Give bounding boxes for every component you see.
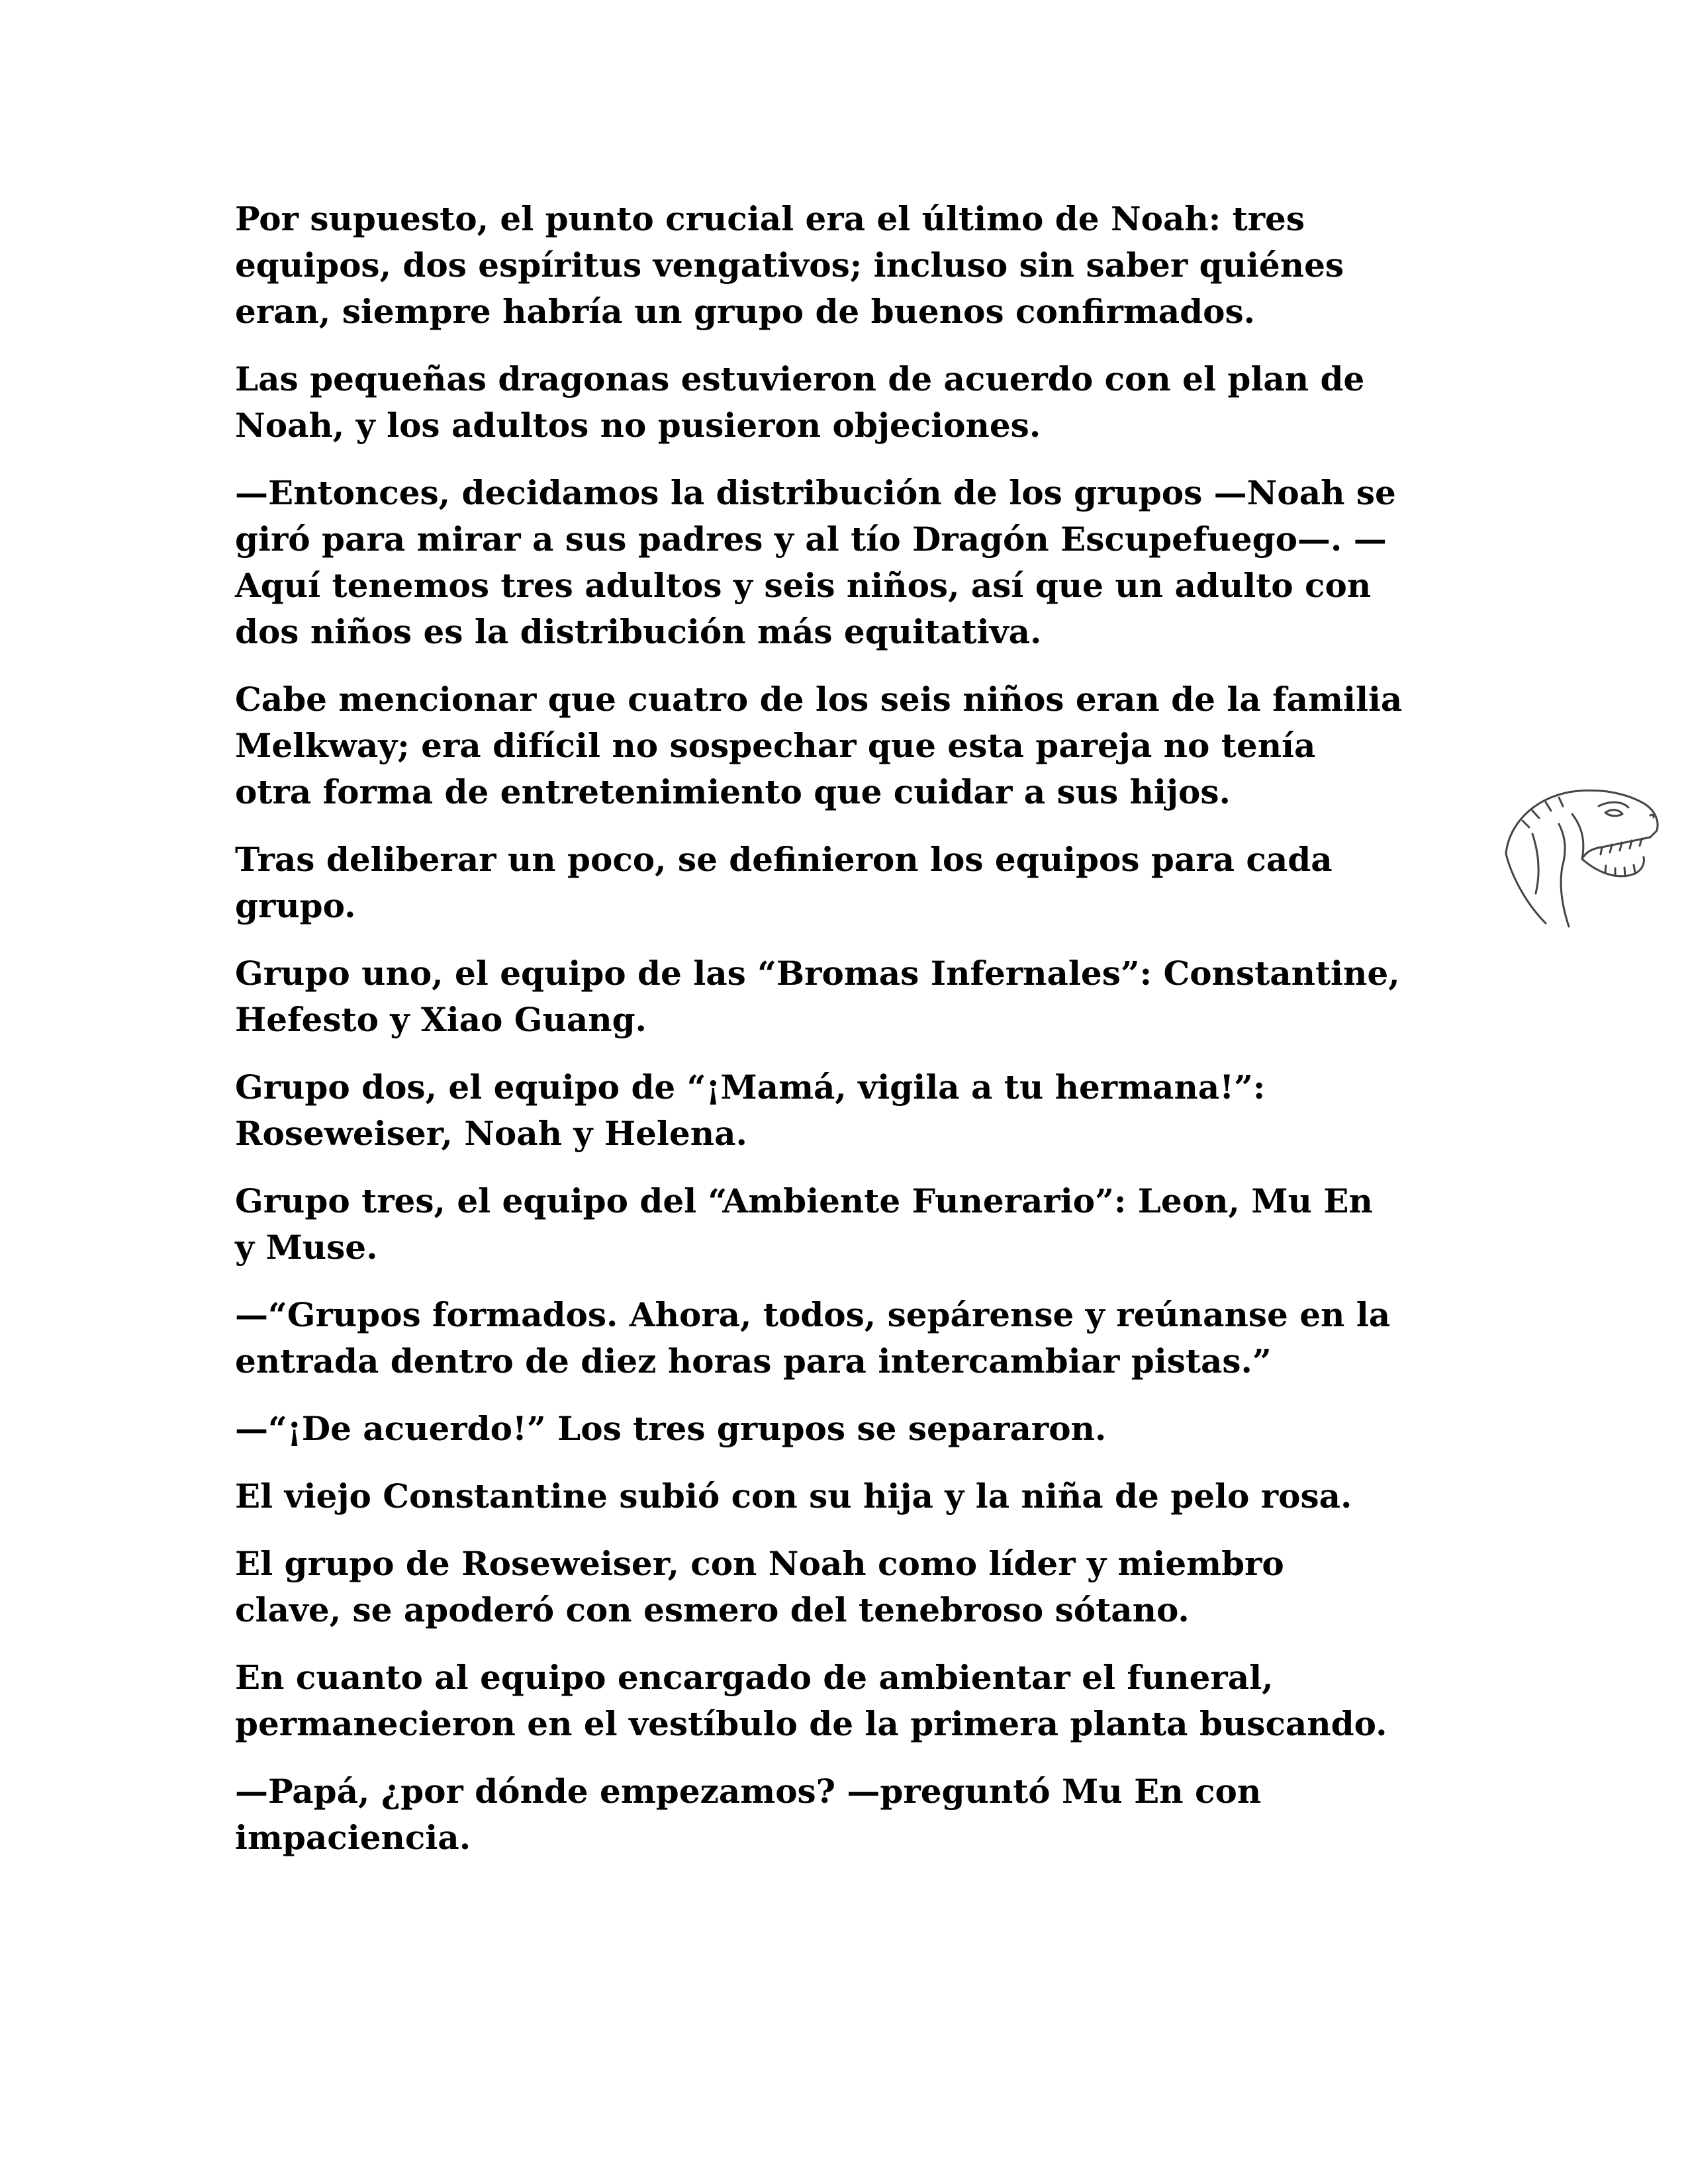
paragraph-7: Grupo dos, el equipo de “¡Mamá, vigila a tu hermana!”: Roseweiser, Noah y Helena. (235, 1068, 1266, 1153)
paragraph-11: El viejo Constantine subió con su hija y la niña de pelo rosa. (235, 1477, 1352, 1516)
paragraph-8: Grupo tres, el equipo del “Ambiente Funerario”: Leon, Mu En y Muse. (235, 1181, 1373, 1267)
body-text (235, 196, 1479, 1882)
paragraph-10: —“¡De acuerdo!” Los tres grupos se separaron. (235, 1409, 1107, 1448)
paragraph-6: Grupo uno, el equipo de las “Bromas Infernales”: Constantine, Hefesto y Xiao Guang. (235, 954, 1400, 1039)
paragraph-12: El grupo de Roseweiser, con Noah como líder y miembro clave, se apoderó con esmero del tenebroso sótano. (235, 1544, 1284, 1629)
paragraph-5: Tras deliberar un poco, se definieron los equipos para cada grupo. (235, 840, 1333, 925)
paragraph-4: Cabe mencionar que cuatro de los seis niños eran de la familia Melkway; era difícil no sospechar que esta pareja no tenía otra forma de entretenimiento que cuidar a sus hijos. (235, 680, 1403, 811)
paragraph-3: —Entonces, decidamos la distribución de los grupos —Noah se giró para mirar a sus padres y al tío Dragón Escupefuego—. — Aquí tenemos tres adultos y seis niños, así que un adulto con dos niños es la distribución más equitativa. (235, 473, 1396, 651)
paragraph-13: En cuanto al equipo encargado de ambientar el funeral, permanecieron en el vestíbulo de la primera planta buscando. (235, 1658, 1387, 1743)
paragraph-14: —Papá, ¿por dónde empezamos? —preguntó Mu En con impaciencia. (235, 1772, 1262, 1857)
dinosaur-head-sketch-icon (1493, 774, 1665, 933)
paragraph-2: Las pequeñas dragonas estuvieron de acuerdo con el plan de Noah, y los adultos no pusieron objeciones. (235, 359, 1365, 445)
paragraph-1: Por supuesto, el punto crucial era el último de Noah: tres equipos, dos espíritus vengativos; incluso sin saber quiénes eran, siempre habría un grupo de buenos confirmados. (235, 199, 1344, 331)
paragraph-9: —“Grupos formados. Ahora, todos, sepárense y reúnanse en la entrada dentro de diez horas para intercambiar pistas.” (235, 1295, 1391, 1381)
